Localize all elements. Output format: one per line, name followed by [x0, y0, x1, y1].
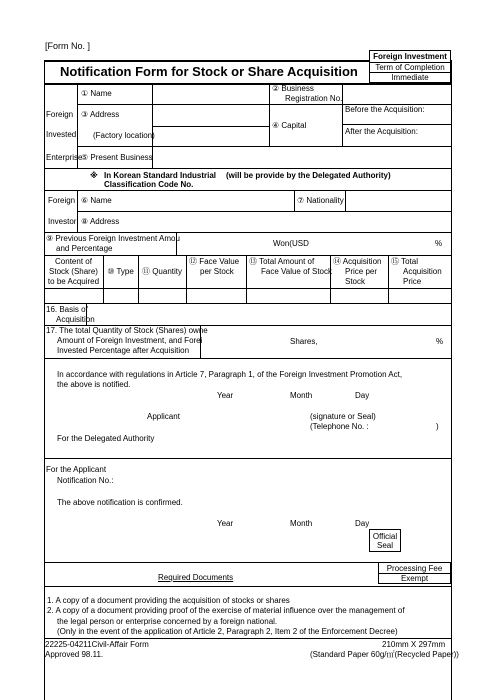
factory-location-label: (Factory location) [93, 131, 155, 140]
required-documents-title: Required Documents [158, 573, 234, 582]
declaration-text-2: the above is notified. [57, 380, 131, 389]
basis-label-1: 16. Basis of [46, 305, 88, 314]
applicant-label: Applicant [147, 412, 180, 421]
business-reg-label-2: Registration No. [285, 94, 343, 103]
nationality-label: ⑦ Nationality [297, 196, 344, 205]
stock-col-acq-price-1: ⑭ Acquisition [333, 257, 382, 266]
business-reg-label-1: ② Business [272, 84, 314, 93]
total-quantity-percent: % [436, 337, 444, 346]
footer-paper-size: 210mm X 297mm [382, 640, 446, 649]
declaration-day: Day [355, 391, 370, 400]
stock-col-face-value-2: per Stock [200, 267, 234, 276]
telephone-label: (Telephone No. : [310, 422, 369, 431]
name-label: ① Name [81, 89, 112, 98]
stock-col-acq-price-3: Stock [345, 277, 366, 286]
confirmation-year: Year [217, 519, 234, 528]
footer-form-code: 22225-04211Civil-Affair Form [45, 640, 149, 649]
stock-col-type: ⑩ Type [107, 267, 134, 276]
confirmation-month: Month [290, 519, 313, 528]
basis-label-2: Acquisition [56, 315, 95, 324]
stock-col-total-price-3: Price [403, 277, 422, 286]
enterprise-side-label-1: Foreign [46, 110, 74, 119]
total-quantity-label-1: 17. The total Quantity of Stock (Shares) owne [46, 326, 208, 335]
stock-col-content-2: Stock (Share) [49, 267, 98, 276]
stock-col-total-face-1: ⑬ Total Amount of [249, 257, 315, 266]
stock-col-quantity: ⑪ Quantity [141, 267, 182, 276]
declaration-month: Month [290, 391, 313, 400]
for-applicant-label: For the Applicant [46, 465, 107, 474]
processing-fee-box [378, 562, 451, 584]
official-seal-box [369, 529, 401, 552]
after-acquisition-label: After the Acquisition: [345, 127, 418, 136]
present-business-label: ⑤ Present Business [81, 153, 153, 162]
total-quantity-label-2: Amount of Foreign Investment, and Forei [57, 336, 203, 345]
stock-col-acq-price-2: Price per [345, 267, 378, 276]
page-title: Notification Form for Stock or Share Acquisition [60, 64, 358, 79]
confirmed-text: The above notification is confirmed. [57, 498, 183, 507]
delegated-authority-label: For the Delegated Authority [57, 434, 155, 443]
declaration-year: Year [217, 391, 234, 400]
required-document-2b: the legal person or enterprise concerned by a foreign national. [57, 617, 278, 626]
corner-box-line-1: Foreign Investment [373, 52, 447, 61]
enterprise-side-label-2: Invested [46, 130, 77, 139]
stock-col-total-face-2: Face Value of Stock [261, 267, 332, 276]
official-seal-line-2: Seal [376, 541, 393, 550]
previous-investment-label-2: and Percentage [56, 244, 113, 253]
official-seal-line-1: Official [372, 532, 398, 541]
notification-no-label: Notification No.: [57, 476, 114, 485]
capital-label: ④ Capital [272, 121, 307, 130]
classification-label-1: In Korean Standard Industrial [104, 171, 217, 180]
declaration-text-1: In accordance with regulations in Article 7, Paragraph 1, of the Foreign Investment Promotion Act, [57, 370, 403, 379]
before-acquisition-label: Before the Acquisition: [345, 105, 425, 114]
address-label: ③ Address [81, 110, 120, 119]
footer-approved: Approved 98.11. [45, 650, 104, 659]
processing-fee-value: Exempt [400, 574, 429, 583]
investor-side-label-1: Foreign [48, 196, 76, 205]
telephone-close: ) [436, 422, 439, 431]
investor-name-label: ⑥ Name [81, 196, 112, 205]
corner-box-line-2: Term of Completion [375, 63, 445, 72]
stock-col-face-value-1: ⑫ Face Value [189, 257, 240, 266]
investor-side-label-2: Investor [48, 217, 77, 226]
required-document-2c: (Only in the event of the application of Article 2, Paragraph 2, Item 2 of the Enforcement Decree) [57, 627, 398, 636]
previous-investment-label-1: ⑨ Previous Foreign Investment Amou [46, 234, 180, 243]
stock-col-total-price-1: ⑮ Total [391, 257, 418, 266]
enterprise-side-label-3: Enterprise [46, 153, 83, 162]
completion-term-box [369, 50, 451, 83]
stock-col-total-price-2: Acquisition [403, 267, 442, 276]
confirmation-day: Day [355, 519, 370, 528]
signature-label: (signature or Seal) [310, 412, 376, 421]
required-document-2a: 2. A copy of a document providing proof of the exercise of material influence over the management of [47, 606, 405, 615]
processing-fee-label: Processing Fee [386, 564, 443, 573]
stock-col-content-1: Content of [55, 257, 92, 266]
form-number: [Form No. ] [45, 41, 91, 51]
stock-col-content-3: to be Acquired [47, 277, 100, 286]
classification-note: (will be provide by the Delegated Authority) [226, 171, 391, 180]
required-document-1: 1. A copy of a document providing the acquisition of stocks or shares [47, 596, 290, 605]
total-quantity-label-3: Invested Percentage after Acquisition [57, 346, 190, 355]
investor-address-label: ⑧ Address [81, 217, 120, 226]
footer-paper-type: (Standard Paper 60g/㎡(Recycled Paper)) [310, 650, 459, 659]
classification-label-2: Classification Code No. [104, 180, 194, 189]
previous-investment-currency: Won(USD [273, 239, 309, 248]
total-quantity-shares: Shares, [290, 337, 318, 346]
reference-mark: ※ [90, 171, 98, 180]
previous-investment-percent: % [435, 239, 443, 248]
corner-box-line-3: Immediate [391, 73, 429, 82]
